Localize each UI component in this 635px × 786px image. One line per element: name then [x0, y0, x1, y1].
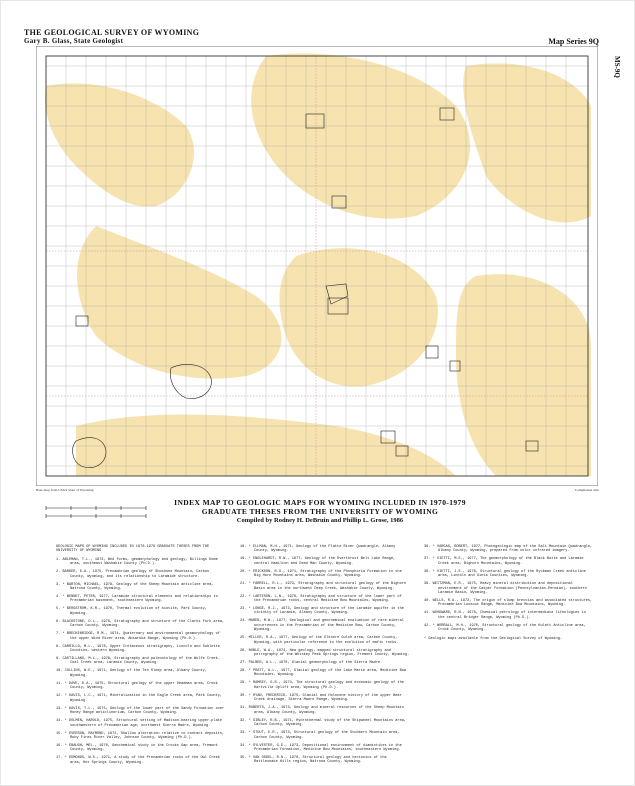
shaded-region-southeast [456, 274, 591, 476]
thesis-entry: 41. WOODWARD, R.N., 1978, Chemical petrology of intermediate lithologies in the central Bridger Range, Wyoming (Ph.D.). [424, 611, 586, 620]
thesis-entry: 6. BLACKSTONE, D.L., 1976, Stratigraphy and structure of the Clarks Fork area, Carbon County, Wyoming. [56, 619, 225, 629]
thesis-entry: 28. * PRATT, A.L., 1977, Glacial geology of the Lake Marie area, Medicine Bow Mountains, Wyoming. [240, 669, 407, 678]
thesis-entry: 18. * ELLMAN, M.H., 1971, Geology of the Platte River Quadrangle, Albany County, Wyoming. [240, 545, 396, 554]
thesis-entry: 10. COLLINS, W.E., 1971, Geology of the Ten Sleep area, Albany County, Wyoming. [56, 669, 207, 678]
thesis-entry: 4. * BENNET, PETER, 1977, Laramide structural elements and relationships to Precambrian basement, southeastern Wyoming. [56, 595, 218, 604]
thesis-entry: 29. * RAMSEY, G.R., 1974, The structural geology and economic geology of the Hartville Uplift area, Wyoming (Ph.D.). [240, 681, 404, 690]
scale-bar [36, 498, 156, 526]
thesis-entry: 26. NOBLE, W.A., 1974, New geology, mapped structural stratigraphy and petrography of the Whiskey Peak Springs region, Fremont County, Wyoming. [240, 648, 410, 658]
thesis-entry: 13. * DAVIS, T.L., 1975, Geology of the lower part of the Sandy Formation over Honey Range anticlinorium, Carbon County, Wyoming. [56, 706, 225, 716]
availability-note: * Geologic maps available from the Geological Survey of Wyoming. [424, 636, 563, 641]
thesis-entry: 36. * VARGAS, ROBERT, 1977, Photogeologic map of the Salt Mountain Quadrangle, Albany County, Wyoming, prepared from color infrared imagery. [424, 545, 593, 554]
thesis-entry: 22. * LARTESON, L.N., 1976, Stratigraphy and structure of the lower part of the Precambrian rocks, central Medicine Bow Mountains, Wyoming. [240, 594, 402, 604]
compilation-note: Compilation date [574, 488, 599, 492]
thesis-entry: 32. * SIBLEY, R.B., 1971, Hydrothermal study of the Shipwheel Mountains area, Carbon County, Wyoming. [240, 718, 407, 728]
thesis-entry: 8. CARRILLO, M.L., 1978, Upper Cretaceous stratigraphy, Lincoln and Sublette Counties, western Wyoming. [56, 644, 220, 654]
thesis-entry: 15. * EVERSON, RAYMOND, 1972, Shallow alteration relative to contact deposits, Ruby Fires River Valley, Johnson County, Wyoming (Ph.D.). [56, 731, 225, 740]
theses-column-1 [56, 545, 226, 769]
thesis-entry: 17. * EDMONDS, W.S., 1971, A study of the Precambrian rocks of the Owl Creek area, Hot Springs County, Wyoming. [56, 756, 220, 765]
state-geologist: Gary B. Glass, State Geologist [24, 37, 124, 45]
wyoming-index-map [36, 46, 598, 486]
thesis-entry: 2. BARKER, D.A., 1975, Precambrian geology of Shoshone Mountain, Carbon County, Wyoming, and its relationship to Laramide structure. [56, 570, 210, 579]
theses-column-2 [240, 545, 410, 768]
thesis-entry: 23. * LONGE, R.J., 1973, Geology and structure of the Laramie aquifer in the vicinity of Laramie, Albany County, Wyoming. [240, 607, 404, 616]
sheet-side-id: MS-9Q [613, 56, 621, 78]
thesis-entry: 20. * ERICKSON, R.G., 1971, Stratigraphy of the Phosphoria Formation in the Big Horn Mountains area, Washakie County, Wyoming. [240, 569, 402, 579]
map-title-line2: GRADUATE THESES FROM THE UNIVERSITY OF WYOMING [201, 507, 439, 516]
thesis-entry: 7. * BRECKENRIDGE, R.M., 1974, Quaternary and environmental geomorphology of the upper Wind River area, Absaroka Range, Wyoming (Ph.D.). [56, 632, 220, 641]
thesis-entry: 37. * VIETTI, M.E., 1977, The geomorphology of the Black Butte and Laramie Creek area, Bighorn Mountains, Wyoming. [424, 557, 584, 566]
thesis-entry: 21. * FARRELL, R.L., 1973, Stratigraphy and structural geology of the Bighorn Basin area in the northwest Deep Creek, Washakie County, Wyoming. [240, 582, 407, 591]
thesis-entry: 30. * RYAN, FREDERICK, 1975, Glacial and Holocene history of the upper Bear Creek drainage, Sierra Madre Range, Wyoming. [240, 693, 402, 703]
thesis-entry: 38. * VIETTI, J.E., 1976, Structural geology of the Ryckman Creek anticline area, Lincoln and Uinta Counties, Wyoming. [424, 569, 586, 579]
thesis-entry: 5. * BERGSTROM, K.R., 1970, Thermal evolution of biotite, Park County, Wyoming. [56, 607, 207, 616]
thesis-entry: 3. * BARTON, MICHAEL, 1978, Geology of the Sheep Mountain anticline area, Natrona County, Wyoming. [56, 582, 214, 592]
thesis-entry: 12. * DAVIS, L.C., 1971, Mineralization in the Eagle Creek area, Park County, Wyoming. [56, 694, 223, 703]
map-compilers: Compiled by Rodney H. DeBruin and Phillip L. Grose, 1986 [236, 517, 404, 524]
map-title-block [150, 498, 490, 525]
map-series-label: Map Series 9Q [548, 37, 599, 46]
agency-title: THE GEOLOGICAL SURVEY OF WYOMING [24, 28, 200, 37]
agency-header [24, 28, 199, 46]
thesis-entry: 24. MAREN, M.W., 1977, Geological and geochemical evaluation of rare mineral occurrences in the Precambrian of the Medicine Bow, Carbon County, Wyoming. [240, 619, 404, 633]
base-map-note: Base map from USGS State of Wyoming [36, 488, 94, 492]
theses-column-3 [424, 545, 594, 641]
thesis-entry: 34. * SYLVESTER, G.E., 1973, Depositional environment of diamictites in the Precambrian formation, Medicine Bow Mountains, southeastern Wyoming. [240, 743, 402, 752]
theses-heading: GEOLOGIC MAPS OF WYOMING INCLUDED IN 1970-1979 GRADUATE THESES FROM THE UNIVERSITY OF WYOMING [56, 545, 210, 554]
thesis-entry: 9. CASTILLANO, M.L., 1978, Stratigraphy and paleontology of the Wolfe Creek-Coal Creek area, Laramie County, Wyoming. [56, 657, 220, 666]
theses-list [56, 545, 596, 770]
thesis-entry: 1. ABLEMAN, T.L., 1973, Bed forms, geomorphology and geology, Billings Dome area, southeast Washakie County (Ph.D.). [56, 557, 218, 567]
thesis-entry: 33. * STOUT, E.R., 1973, Structural geology of the Stubbers Mountain area, Carbon County, Wyoming. [240, 731, 400, 740]
thesis-entry: 27. PALMER, A.L., 1970, Glacial geomorphology of the Sierra Madre. [240, 661, 383, 666]
thesis-entry: 16. * EBAUGH, MEL., 1970, Geochemical study in the Crooks Gap area, Fremont County, Wyoming. [56, 743, 218, 753]
thesis-entry: 25. MILLER, R.A., 1977, Geology of the Elkhorn Gulch area, Carbon County, Wyoming, with particular reference to the evolution of mafic rocks. [240, 636, 399, 645]
thesis-entry: 14. * DOLMEN, HAROLD, 1975, Structural setting of Madison-bearing upper-plate southwestern of Precambrian age, northwest Sierra Madre, Wyoming. [56, 719, 223, 728]
map-title-line1: INDEX MAP TO GEOLOGIC MAPS FOR WYOMING INCLUDED IN 1970-1979 [174, 498, 466, 507]
thesis-entry: 40. WELLS, R.A., 1972, The origin of slump breccias and associated structures, Precambrian Lookout Range, Medicine Bow Mountains, Wyoming. [424, 599, 593, 608]
thesis-entry: 42. * WORRALL, M.H., 1970, Structural geology of the Hulett Anticline area, Crook County, Wyoming. [424, 623, 586, 633]
thesis-entry: 31. ROBERTS, J.A., 1973, Geology and mineral resources of the Sheep Mountain area, Albany County, Wyoming. [240, 706, 404, 715]
thesis-entry: 39. WEITZMAN, E.R., 1975, Heavy mineral distribution and depositional environment of the Casper Formation (Pennsylvanian-Permian), southern Laramie Basin, Wyoming. [424, 582, 587, 596]
thesis-entry: 19. * ENGLEHARDT, R.W., 1977, Geology of the Overthrust Belt Lake Range, central Hamilton and Dead Man County, Wyoming. [240, 557, 396, 566]
thesis-entry: 11. * DAVE, D.A., 1975, Structural geology of the upper Deadman area, Crook County, Wyoming. [56, 681, 218, 691]
thesis-entry: 35. * VAN OSDEL, R.N., 1976, Structural geology and tectonics of the Rattlesnake Hills region, Natrona County, Wyoming. [240, 755, 387, 765]
